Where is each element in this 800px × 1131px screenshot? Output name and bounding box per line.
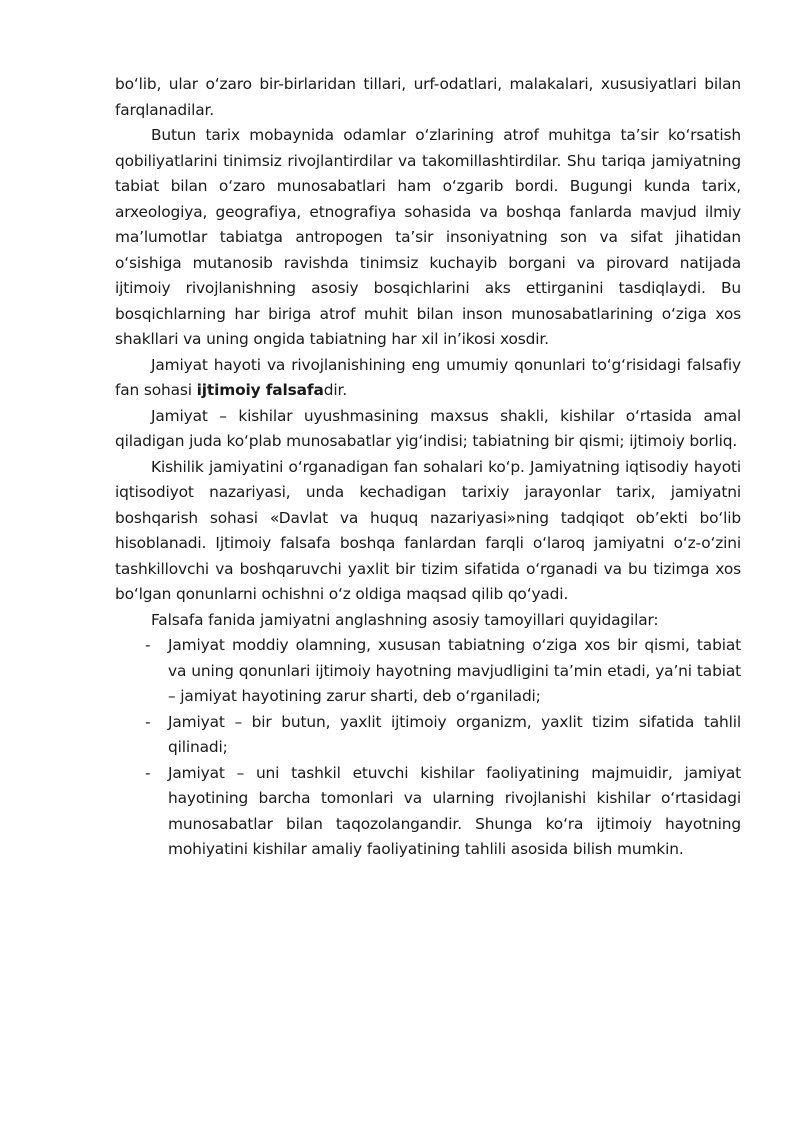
- paragraph-social-philosophy-definition: [115, 353, 741, 404]
- paragraph-continuation: bo‘lib, ular o‘zaro bir-birlaridan tillari, urf-odatlari, malakalari, xususiyatlari bilan farqlanadilar.: [115, 75, 741, 119]
- paragraph-society-definition: Jamiyat – kishilar uyushmasining maxsus shakli, kishilar o‘rtasida amal qiladigan juda ko‘plab munosabatlar yig‘indisi; tabiatning bir qismi; ijtimoiy borliq.: [115, 406, 741, 450]
- list-item: [115, 633, 741, 710]
- paragraph-history-environment: Butun tarix mobaynida odamlar o‘zlarining atrof muhitga ta’sir ko‘rsatish qobiliyatlarini tinimsiz rivojlantirdilar va takomillashtirdilar. Shu tariqa jamiyatning tabiat bilan o‘zaro munosabatlari ham o‘zgarib bordi. Bugungi kunda tarix, arxeologiya, geografiya, etnografiya sohasida va boshqa fanlarda mavjud ilmiy ma’lumotlar tabiatga antropogen ta’sir insoniyatning son va sifat jihatidan o‘sishiga mutanosib ravishda tinimsiz kuchayib borgani va pirovard natijada ijtimoiy rivojlanishning asosiy bosqichlarini aks ettirganini tasdiqlaydi. Bu bosqichlarning har biriga atrof muhit bilan inson munosabatlarining o‘ziga xos shakllari va uning ongida tabiatning har xil in’ikosi xosdir.: [115, 126, 741, 348]
- list-item-text: Jamiyat – uni tashkil etuvchi kishilar faoliyatining majmuidir, jamiyat hayotining barcha tomonlari va ularning rivojlanishi kishilar o‘rtasidagi munosabatlar bilan taqozolangandir. Shunga ko‘ra ijtimoiy hayotning mohiyatini kishilar amaliy faoliyatining tahlili asosida bilish mumkin.: [168, 763, 741, 858]
- paragraph-principles-intro: Falsafa fanida jamiyatni anglashning asosiy tamoyillari quyidagilar:: [151, 610, 659, 629]
- bullet-dash: -: [145, 636, 151, 654]
- definition-suffix: dir.: [323, 381, 347, 399]
- list-item-text: Jamiyat moddiy olamning, xususan tabiatning o‘ziga xos bir qismi, tabiat va uning qonunlari ijtimoiy hayotning mavjudligini ta’min etadi, ya’ni tabiat – jamiyat hayotining zarur sharti, deb o‘rganiladi;: [168, 636, 741, 705]
- term-social-philosophy: ijtimoiy falsafa: [196, 381, 324, 399]
- paragraph-sciences: Kishilik jamiyatini o‘rganadigan fan sohalari ko‘p. Jamiyatning iqtisodiy hayoti iqtisodiyot nazariyasi, unda kechadigan tarixiy jarayonlar tarix, jamiyatni boshqarish sohasi «Davlat va huquq nazariyasi»ning tadqiqot ob’ekti bo‘lib hisoblanadi. Ijtimoiy falsafa boshqa fanlardan farqli o‘laroq jamiyatni o‘z-o‘zini tashkillovchi va boshqaruvchi yaxlit bir tizim sifatida o‘rganadi va bu tizimga xos bo‘lgan qonunlarni ochishni o‘z oldiga maqsad qilib qo‘yadi.: [115, 457, 741, 603]
- document-page: [115, 72, 741, 863]
- bullet-dash: -: [145, 763, 151, 782]
- list-item: [115, 761, 741, 863]
- list-item-text: Jamiyat – bir butun, yaxlit ijtimoiy organizm, yaxlit tizim sifatida tahlil qilinadi;: [168, 712, 741, 756]
- principles-list: [115, 633, 741, 863]
- list-item: [115, 710, 741, 761]
- definition-text: Jamiyat hayoti va rivojlanishining eng umumiy qonunlari to‘g‘risidagi falsafiy fan sohasi: [115, 355, 741, 399]
- bullet-dash: -: [145, 712, 151, 731]
